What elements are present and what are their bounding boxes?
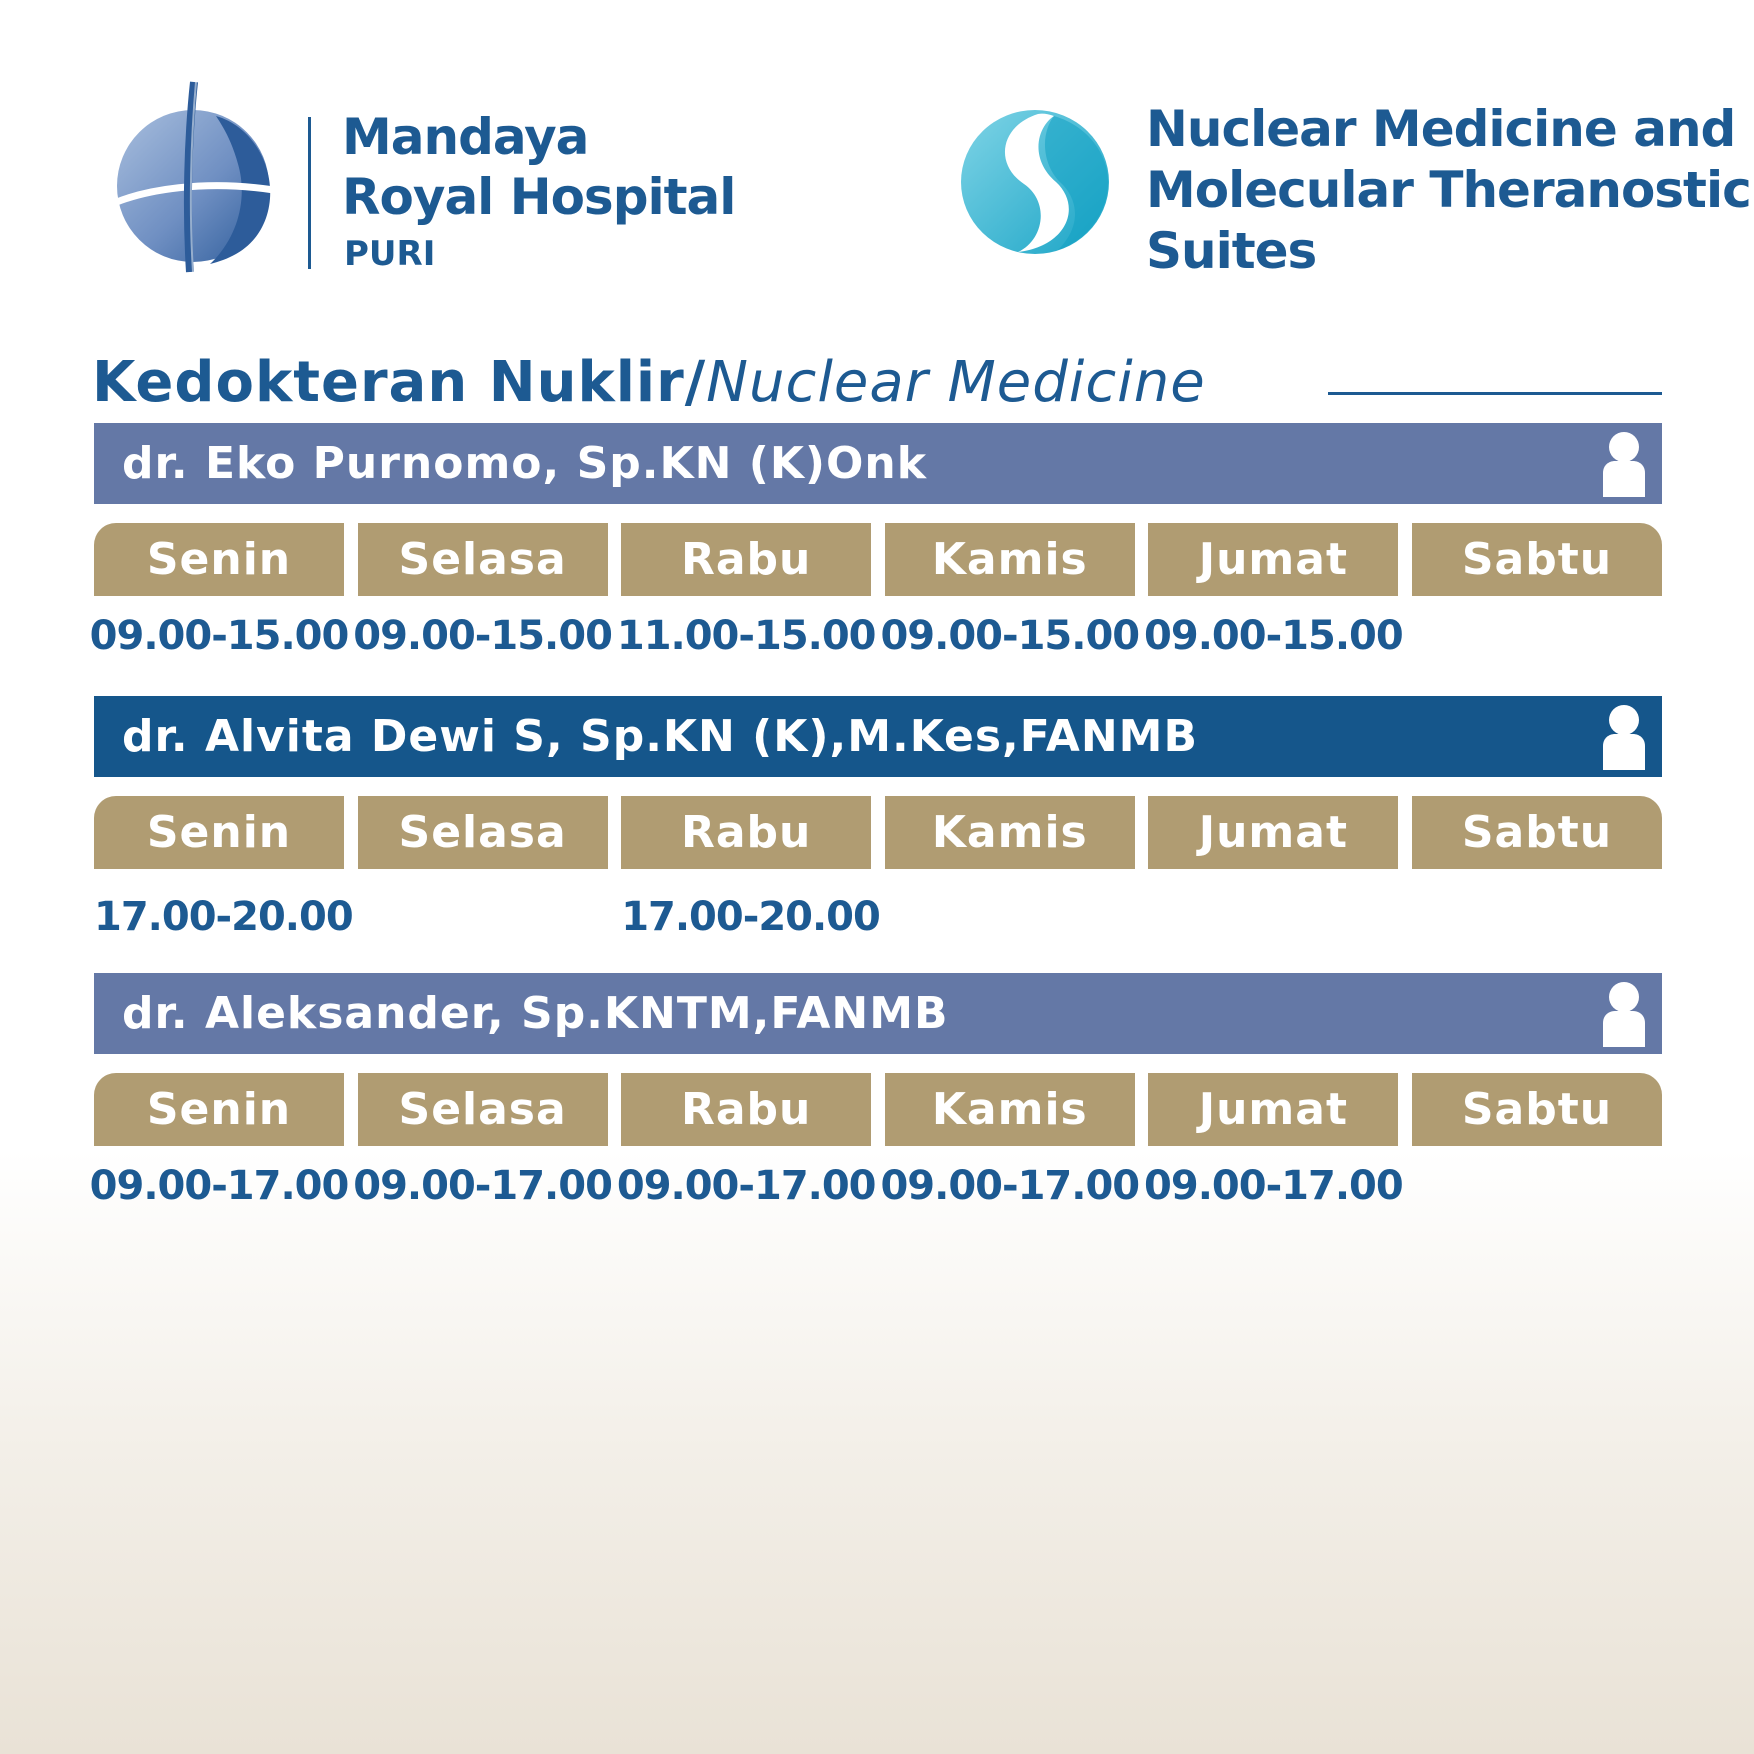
day-tab: Rabu [621,1073,871,1146]
day-tab: Senin [94,523,344,596]
times-row [89,1156,1662,1216]
time-cell: 09.00-17.00 [616,1163,876,1209]
day-tab: Senin [94,1073,344,1146]
hospital-branch: PURI [344,234,436,274]
person-icon [1601,704,1647,770]
section-title-bold: Kedokteran Nuklir/ [92,350,707,415]
doctor-name: dr. Aleksander, Sp.KNTM,FANMB [122,988,949,1039]
day-tab: Jumat [1148,523,1398,596]
section-title-italic: Nuclear Medicine [706,350,1206,415]
time-cell [885,887,1135,947]
day-tab: Kamis [885,1073,1135,1146]
day-tab: Rabu [621,523,871,596]
day-tab: Selasa [358,796,608,869]
hospital-name-line1: Mandaya [342,108,589,166]
times-row [94,887,1662,947]
days-row [94,796,1662,869]
times-row [89,606,1662,666]
doctor-name: dr. Alvita Dewi S, Sp.KN (K),M.Kes,FANMB [122,711,1198,762]
doctor-bar [94,423,1662,504]
person-icon [1601,981,1647,1047]
time-cell: 09.00-17.00 [353,1163,612,1209]
time-cell: 09.00-17.00 [89,1163,349,1209]
day-tab: Selasa [358,1073,608,1146]
doctor-name: dr. Eko Purnomo, Sp.KN (K)Onk [122,438,928,489]
time-cell: 17.00-20.00 [621,894,880,940]
day-tab: Sabtu [1412,523,1662,596]
day-tab: Selasa [358,523,608,596]
time-cell [358,887,608,947]
day-tab: Sabtu [1412,1073,1662,1146]
time-cell: 09.00-17.00 [880,1163,1140,1209]
time-cell: 09.00-17.00 [1144,1163,1403,1209]
hospital-globe-logo [98,78,278,274]
section-rule [1328,392,1662,395]
suite-name-line1: Nuclear Medicine and [1146,100,1736,158]
time-cell: 09.00-15.00 [89,613,349,659]
time-cell [1412,1156,1662,1216]
day-tab: Kamis [885,523,1135,596]
day-tab: Jumat [1148,1073,1398,1146]
day-tab: Jumat [1148,796,1398,869]
day-tab: Senin [94,796,344,869]
day-tab: Kamis [885,796,1135,869]
time-cell: 17.00-20.00 [94,894,353,940]
theranostic-s-logo [958,108,1113,256]
day-tab: Sabtu [1412,796,1662,869]
doctor-bar [94,696,1662,777]
time-cell [1412,887,1662,947]
header-divider [308,117,311,269]
time-cell: 09.00-15.00 [353,613,612,659]
person-icon [1601,431,1647,497]
suite-name-line2: Molecular Theranostic [1146,161,1751,219]
section-title [92,350,1206,420]
days-row [94,523,1662,596]
suite-name-line3: Suites [1146,222,1317,280]
time-cell: 11.00-15.00 [616,613,876,659]
time-cell [1412,606,1662,666]
hospital-name-line2: Royal Hospital [342,168,736,226]
days-row [94,1073,1662,1146]
time-cell: 09.00-15.00 [880,613,1140,659]
time-cell: 09.00-15.00 [1144,613,1403,659]
time-cell [1148,887,1398,947]
day-tab: Rabu [621,796,871,869]
doctor-bar [94,973,1662,1054]
